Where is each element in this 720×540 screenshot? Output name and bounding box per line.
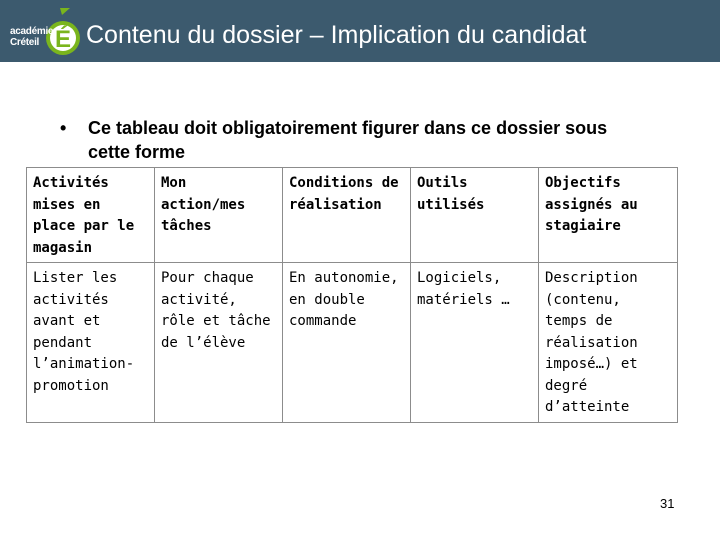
table-row: [27, 263, 678, 423]
page-title: Contenu du dossier – Implication du candidat: [86, 21, 587, 49]
table-cell: Lister les activités avant et pendant l’animation-promotion: [27, 263, 155, 423]
table-cell: En autonomie, en double commande: [283, 263, 411, 423]
dossier-table: [26, 167, 678, 423]
logo-letter: É: [54, 26, 72, 53]
table-header-row: [27, 168, 678, 263]
header-cell-activities: Activités mises en place par le magasin: [27, 168, 155, 263]
table-cell: Description (contenu, temps de réalisation imposé…) et degré d’atteinte: [539, 263, 678, 423]
logo-line1: académie: [10, 26, 54, 37]
page-number: 31: [660, 496, 675, 511]
header-cell-tools: Outils utilisés: [411, 168, 539, 263]
bullet-text: Ce tableau doit obligatoirement figurer dans ce dossier sous cette forme: [88, 118, 608, 162]
header-cell-conditions: Conditions de réalisation: [283, 168, 411, 263]
academie-creteil-logo: [4, 6, 80, 58]
bullet-marker: •: [60, 118, 67, 138]
table-cell: Pour chaque activité, rôle et tâche de l’élève: [155, 263, 283, 423]
header-cell-actions: Mon action/mes tâches: [155, 168, 283, 263]
logo-line2: Créteil: [10, 37, 40, 48]
header-bar: [0, 0, 720, 62]
table-cell: Logiciels, matériels …: [411, 263, 539, 423]
header-cell-objectives: Objectifs assignés au stagiaire: [539, 168, 678, 263]
